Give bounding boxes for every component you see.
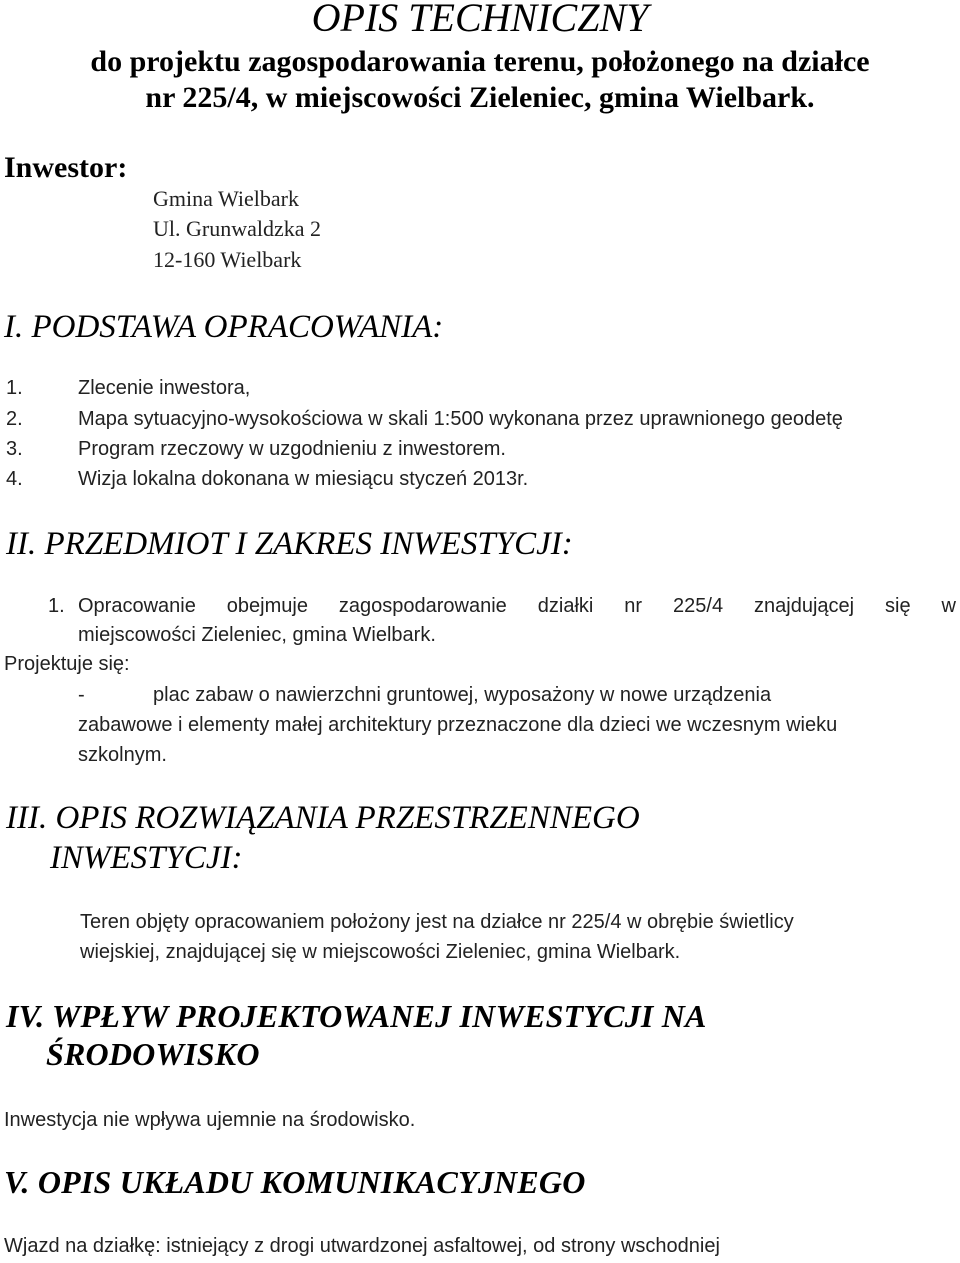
section2-bullet-line1: plac zabaw o nawierzchni gruntowej, wyposażony w nowe urządzenia [153,684,772,706]
section1-item-num: 4. [6,468,23,490]
investor-city: 12-160 Wielbark [153,247,302,272]
section2-projektuje: Projektuje się: [4,653,130,675]
section2-bullet-line2: zabawowe i elementy małej architektury przeznaczone dla dzieci we wczesnym wieku [78,714,838,736]
section3-text-line2: wiejskiej, znajdującej się w miejscowości Zieleniec, gmina Wielbark. [80,941,681,963]
section1-item-num: 2. [6,408,23,430]
section1-item-text: Wizja lokalna dokonana w miesiącu styczeń 2013r. [78,468,529,490]
section2-item-num: 1. [48,595,65,617]
section2-dash: - [78,684,85,706]
section3-text-line1: Teren objęty opracowaniem położony jest na działce nr 225/4 w obrębie świetlicy [80,911,794,933]
section1-item-text: Mapa sytuacyjno-wysokościowa w skali 1:500 wykonana przez uprawnionego geodetę [78,408,843,430]
section3-heading-line1: III. OPIS ROZWIĄZANIA PRZESTRZENNEGO [6,800,640,836]
section4-heading-line2: ŚRODOWISKO [46,1036,260,1072]
document-title: OPIS TECHNICZNY [311,0,649,40]
investor-label: Inwestor: [4,151,128,184]
section4-text: Inwestycja nie wpływa ujemnie na środowisko. [4,1109,416,1131]
section2-bullet-line3: szkolnym. [78,744,167,766]
investor-name: Gmina Wielbark [153,186,299,211]
section1-item-text: Zlecenie inwestora, [78,377,251,399]
section1-heading: I. PODSTAWA OPRACOWANIA: [4,309,444,345]
section3-heading-line2: INWESTYCJI: [50,840,243,876]
section1-item-text: Program rzeczowy w uzgodnieniu z inwestorem. [78,438,506,460]
section2-item-line1: Opracowanie obejmuje zagospodarowanie działki nr 225/4 znajdującej się w [78,595,956,617]
section1-item-num: 3. [6,438,23,460]
section2-heading: II. PRZEDMIOT I ZAKRES INWESTYCJI: [6,526,573,562]
section5-text: Wjazd na działkę: istniejący z drogi utwardzonej asfaltowej, od strony wschodniej [4,1235,720,1257]
document-subtitle-line2: nr 225/4, w miejscowości Zieleniec, gmina Wielbark. [145,81,815,114]
document-subtitle-line1: do projektu zagospodarowania terenu, położonego na działce [90,45,870,78]
section5-heading: V. OPIS UKŁADU KOMUNIKACYJNEGO [4,1164,586,1200]
investor-street: Ul. Grunwaldzka 2 [153,216,322,241]
section4-heading-line1: IV. WPŁYW PROJEKTOWANEJ INWESTYCJI NA [6,998,707,1034]
section2-item-line2: miejscowości Zieleniec, gmina Wielbark. [78,624,436,646]
section1-item-num: 1. [6,377,23,399]
